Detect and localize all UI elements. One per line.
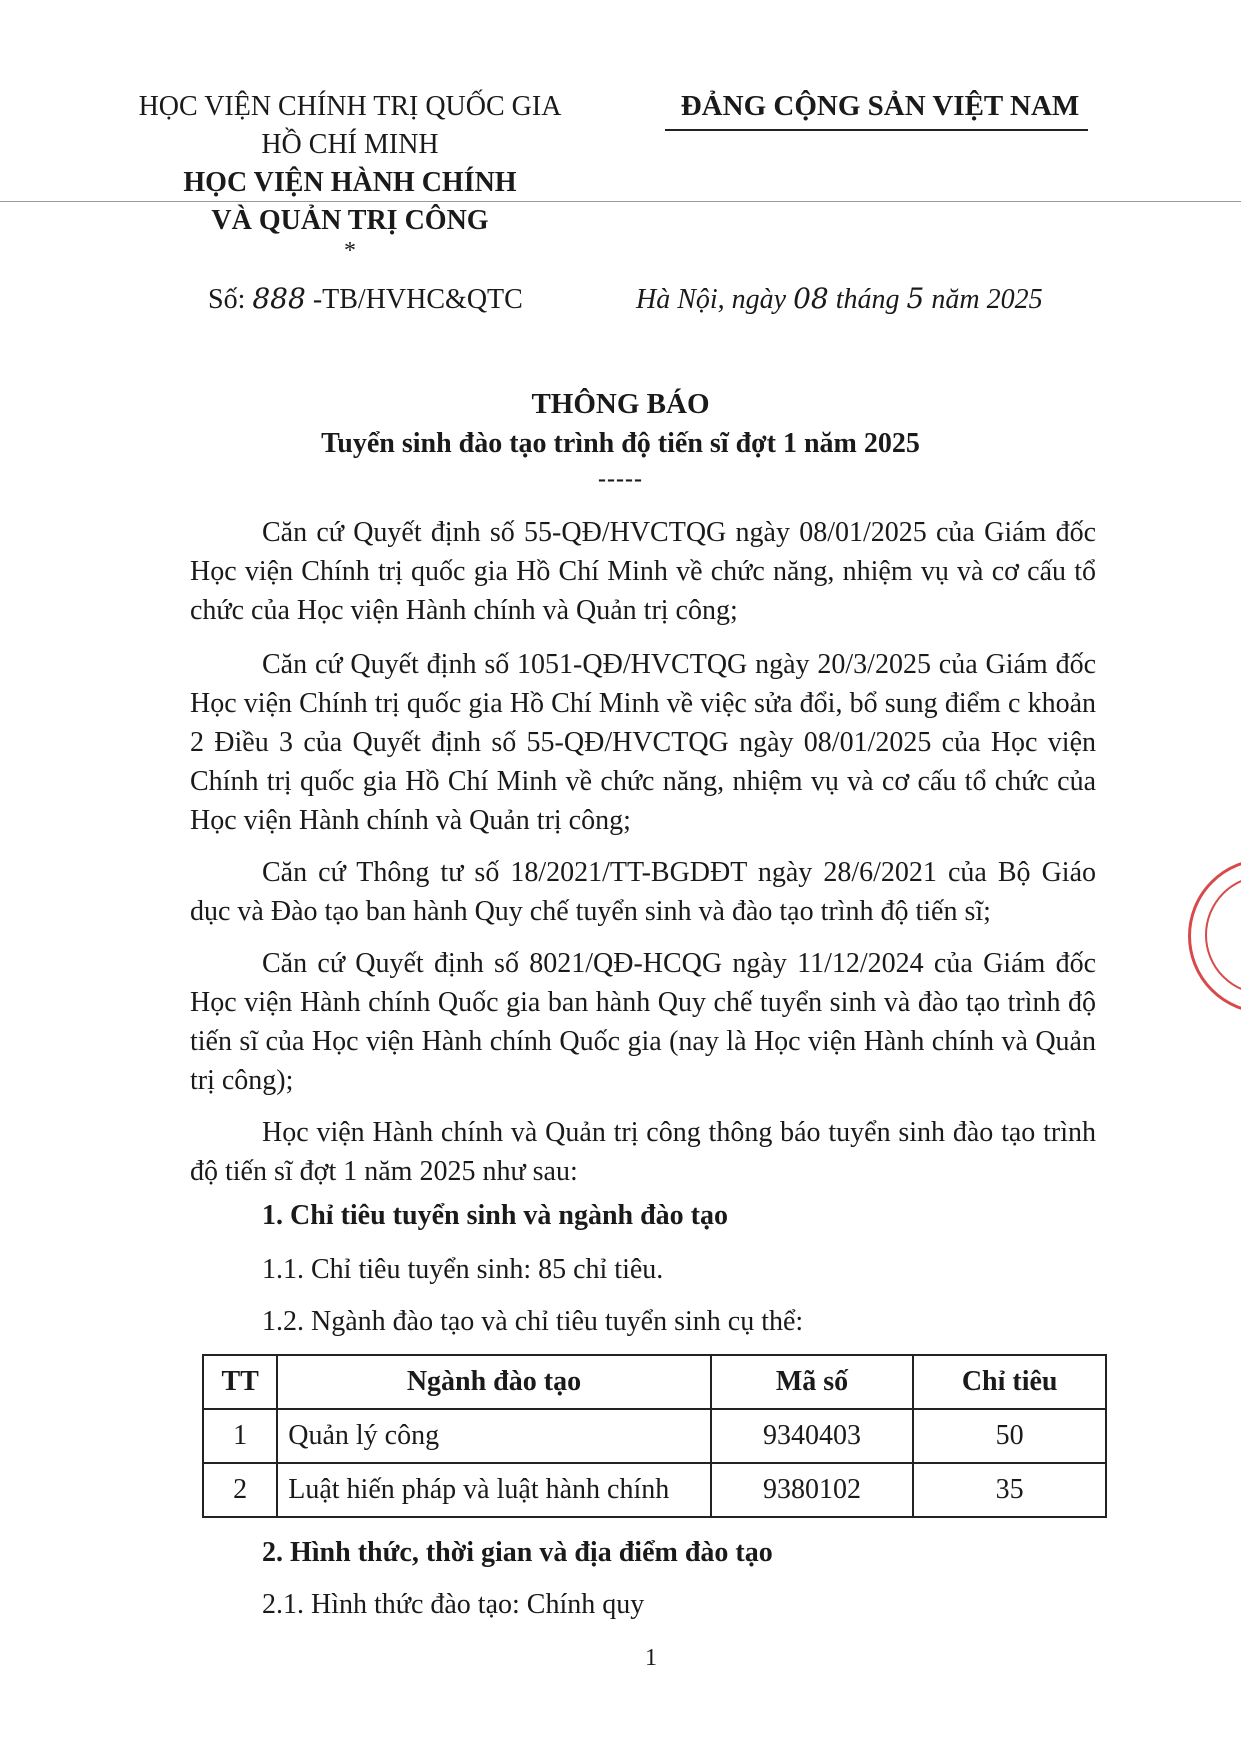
date-day: 08 bbox=[793, 282, 829, 315]
section-1-1: 1.1. Chỉ tiêu tuyển sinh: 85 chỉ tiêu. bbox=[262, 1254, 664, 1285]
paragraph-announcement: Học viện Hành chính và Quản trị công thông báo tuyển sinh đào tạo trình độ tiến sĩ đợt 1 năm 2025 như sau: bbox=[190, 1117, 1096, 1187]
doc-no-suffix: -TB/HVHC&QTC bbox=[312, 284, 523, 315]
paragraph-legal-basis-2: Căn cứ Quyết định số 1051-QĐ/HVCTQG ngày 20/3/2025 của Giám đốc Học viện Chính trị quốc gia Hồ Chí Minh về việc sửa đổi, bổ sung điểm c khoản 2 Điều 3 của Quyết định số 55-QĐ/HVCTQG ngày 08/01/2025 của Học viện Chính trị quốc gia Hồ Chí Minh về chức năng, nhiệm vụ và cơ cấu tổ chức của Học viện Hành chính và Quản trị công; bbox=[190, 649, 1096, 836]
table-row bbox=[203, 1463, 1106, 1517]
paragraph-legal-basis-3: Căn cứ Thông tư số 18/2021/TT-BGDĐT ngày 28/6/2021 của Bộ Giáo dục và Đào tạo ban hành Quy chế tuyển sinh và đào tạo trình độ tiến sĩ; bbox=[190, 857, 1096, 927]
page-number: 1 bbox=[645, 1645, 657, 1671]
cell-quota: 35 bbox=[913, 1463, 1106, 1517]
date-month-label: tháng bbox=[835, 284, 900, 315]
header-quota: Chỉ tiêu bbox=[913, 1355, 1106, 1409]
issuing-organization bbox=[120, 88, 580, 262]
doc-no-prefix: Số: bbox=[208, 284, 246, 315]
table-header-row bbox=[203, 1355, 1106, 1409]
cell-tt: 2 bbox=[203, 1463, 277, 1517]
org-line-1: HỌC VIỆN CHÍNH TRỊ QUỐC GIA bbox=[138, 91, 562, 122]
header-major: Ngành đào tạo bbox=[277, 1355, 710, 1409]
section-2-1: 2.1. Hình thức đào tạo: Chính quy bbox=[262, 1589, 645, 1620]
section-1-2: 1.2. Ngành đào tạo và chỉ tiêu tuyển sinh cụ thể: bbox=[262, 1306, 804, 1337]
cell-code: 9340403 bbox=[711, 1409, 914, 1463]
cell-code: 9380102 bbox=[711, 1463, 914, 1517]
org-line-4: VÀ QUẢN TRỊ CÔNG bbox=[211, 205, 489, 236]
header-tt: TT bbox=[203, 1355, 277, 1409]
org-line-3: HỌC VIỆN HÀNH CHÍNH bbox=[183, 167, 517, 198]
date-year: năm 2025 bbox=[931, 284, 1043, 315]
red-seal-stamp bbox=[1188, 858, 1241, 1014]
org-line-2: HỒ CHÍ MINH bbox=[261, 129, 439, 160]
title-divider: ----- bbox=[598, 466, 643, 492]
star-mark: * bbox=[344, 238, 356, 264]
paragraph-legal-basis-1: Căn cứ Quyết định số 55-QĐ/HVCTQG ngày 08/01/2025 của Giám đốc Học viện Chính trị quốc gia Hồ Chí Minh về chức năng, nhiệm vụ và cơ cấu tổ chức của Học viện Hành chính và Quản trị công; bbox=[190, 517, 1096, 626]
doc-no-handwritten: 888 bbox=[252, 282, 306, 315]
section-2-heading: 2. Hình thức, thời gian và địa điểm đào tạo bbox=[262, 1537, 773, 1568]
header-code: Mã số bbox=[711, 1355, 914, 1409]
cell-tt: 1 bbox=[203, 1409, 277, 1463]
table-row bbox=[203, 1409, 1106, 1463]
document-subtitle: Tuyển sinh đào tạo trình độ tiến sĩ đợt 1 năm 2025 bbox=[321, 428, 920, 459]
date-place: Hà Nội, ngày bbox=[636, 284, 787, 315]
seal-inner-ring bbox=[1205, 875, 1241, 995]
paragraph-legal-basis-4: Căn cứ Quyết định số 8021/QĐ-HCQG ngày 11/12/2024 của Giám đốc Học viện Hành chính Quốc gia ban hành Quy chế tuyển sinh và đào tạo trình độ tiến sĩ của Học viện Hành chính Quốc gia (nay là Học viện Hành chính và Quản trị công); bbox=[190, 948, 1096, 1096]
party-heading-underline bbox=[665, 129, 1088, 131]
document-title: THÔNG BÁO bbox=[531, 388, 710, 420]
date-month: 5 bbox=[906, 282, 925, 315]
party-heading: ĐẢNG CỘNG SẢN VIỆT NAM bbox=[680, 90, 1080, 122]
issue-date bbox=[636, 282, 1043, 316]
cell-major: Quản lý công bbox=[277, 1409, 710, 1463]
enrollment-quota-table bbox=[202, 1354, 1107, 1518]
cell-major: Luật hiến pháp và luật hành chính bbox=[277, 1463, 710, 1517]
section-1-heading: 1. Chỉ tiêu tuyển sinh và ngành đào tạo bbox=[262, 1200, 729, 1231]
cell-quota: 50 bbox=[913, 1409, 1106, 1463]
document-number bbox=[208, 282, 523, 316]
